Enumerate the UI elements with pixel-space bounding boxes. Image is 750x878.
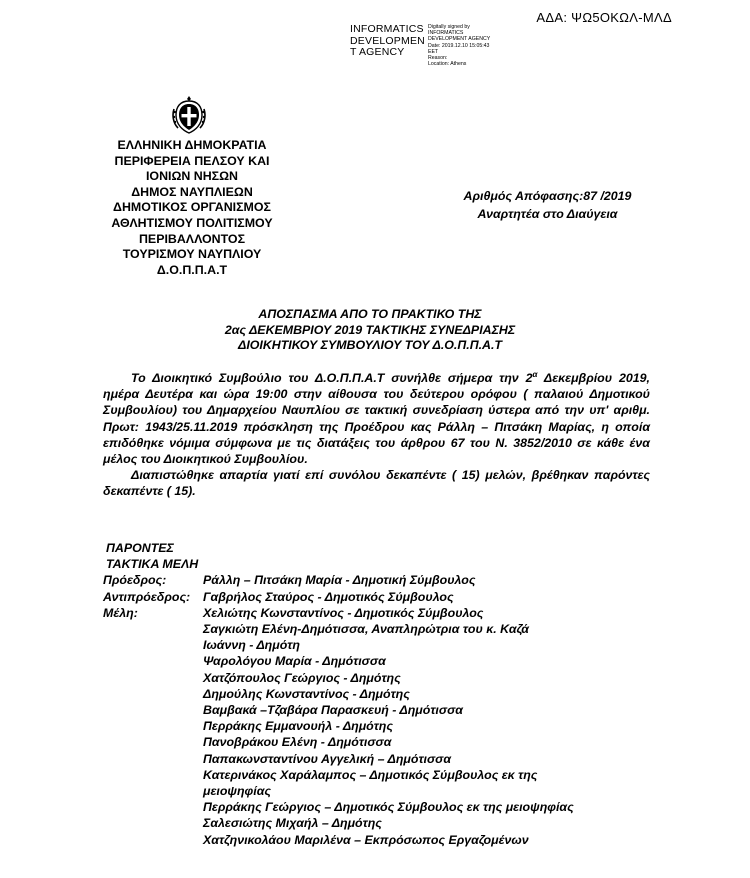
regular-members-heading: ΤΑΚΤΙΚΑ ΜΕΛΗ xyxy=(106,557,199,572)
signature-detail-line: Date: 2019.12.10 15:05:43 xyxy=(428,42,490,49)
paragraph-meeting-start: Το Διοικητικό Συμβούλιο του Δ.Ο.Π.Π.Α.Τ συνήλθε σήμερα την 2 xyxy=(131,371,533,385)
authority-line: ΙΟΝΙΩΝ ΝΗΣΩΝ xyxy=(145,169,238,184)
member-line: Χατζηνικολάου Μαριλένα – Εκπρόσωπος Εργαζομένων xyxy=(203,832,529,847)
member-list xyxy=(203,605,663,848)
decision-number: Αριθμός Απόφασης:87 /2019 xyxy=(463,189,632,203)
president-label: Πρόεδρος: xyxy=(103,573,167,588)
authority-line: ΠΕΡΙΦΕΡΕΙΑ ΠΕΛΣΟΥ ΚΑΙ xyxy=(114,153,270,168)
vice-president-label: Αντιπρόεδρος: xyxy=(103,589,191,604)
member-line: Ψαρολόγου Μαρία - Δημότισσα xyxy=(203,654,386,669)
document-body xyxy=(103,370,650,500)
authority-line: ΑΘΛΗΤΙΣΜΟΥ ΠΟΛΙΤΙΣΜΟΥ xyxy=(111,215,273,230)
member-line: Σαγκιώτη Ελένη-Δημότισσα, Αναπληρώτρια του κ. Καζά xyxy=(203,622,529,637)
member-line: Ιωάννη - Δημότη xyxy=(203,638,300,653)
signature-detail-line: EET xyxy=(428,48,439,55)
authority-line: ΠΕΡΙΒΑΛΛΟΝΤΟΣ xyxy=(138,231,246,246)
signature-detail-line: INFORMATICS xyxy=(428,30,464,37)
decision-info xyxy=(445,187,650,223)
title-line: ΔΙΟΙΚΗΤΙΚΟΥ ΣΥΜΒΟΥΛΙΟΥ ΤΟΥ Δ.Ο.Π.Π.Α.Τ xyxy=(238,338,502,352)
president-row xyxy=(103,572,663,588)
signature-agency xyxy=(350,23,425,59)
present-heading: ΠΑΡΟΝΤΕΣ xyxy=(106,541,174,555)
authority-line: ΔΗΜΟΤΙΚΟΣ ΟΡΓΑΝΙΣΜΟΣ xyxy=(113,200,271,215)
member-line: Περράκης Γεώργιος – Δημοτικός Σύμβουλος εκ της μειοψηφίας xyxy=(203,800,574,815)
signature-agency-line: T AGENCY xyxy=(350,46,405,58)
member-line: Βαμβακά –Τζαβάρα Παρασκευή - Δημότισσα xyxy=(203,703,463,718)
vice-president-row xyxy=(103,589,663,605)
ada-code: ΑΔΑ: ΨΩ5ΟΚΩΛ-ΜΛΔ xyxy=(536,10,672,25)
vice-president-name: Γαβρήλος Σταύρος - Δημοτικός Σύμβουλος xyxy=(203,589,454,604)
authority-line: Δ.Ο.Π.Π.Α.Τ xyxy=(156,262,228,277)
authority-line: ΔΗΜΟΣ ΝΑΥΠΛΙΕΩΝ xyxy=(131,184,253,199)
signature-detail-line: Location: Athens xyxy=(428,61,467,68)
issuing-authority xyxy=(92,138,292,278)
diavgeia-note: Αναρτητέα στο Διαύγεια xyxy=(477,207,618,221)
president-name: Ράλλη – Πιτσάκη Μαρία - Δημοτική Σύμβουλος xyxy=(203,573,476,588)
signature-agency-line: INFORMATICS xyxy=(350,23,424,35)
paragraph-meeting-rest: Δεκεμβρίου 2019, ημέρα Δευτέρα και ώρα 19:00 στην αίθουσα του δεύτερου ορόφου ( παλαιού Δημοτικού Συμβουλίου) του Δημαρχείου Ναυπλίου σε τακτική συνεδρίαση ύστερα από την υπ' αριθμ. Πρωτ: 1943/25.11.2019 πρόσκληση της Προέδρου κας Ράλλη – Πιτσάκη Μαρίας, η οποία επιδόθηκε νόμιμα σύμφωνα με τις διατάξεις του άρθρου 67 του Ν. 3852/2010 σε κάθε ένα μέλος του Διοικητικού Συμβουλίου. xyxy=(103,371,650,467)
signature-agency-line: DEVELOPMEN xyxy=(350,34,425,47)
paragraph-quorum: Διαπιστώθηκε απαρτία γιατί επί συνόλου δεκαπέντε ( 15) μελών, βρέθηκαν παρόντες δεκαπέντε ( 15). xyxy=(103,468,650,499)
member-line: Χατζόπουλος Γεώργιος - Δημότης xyxy=(203,670,401,685)
title-line: 2ας ΔΕΚΕΜΒΡΙΟΥ 2019 ΤΑΚΤΙΚΗΣ ΣΥΝΕΔΡΙΑΣΗΣ xyxy=(224,322,516,337)
member-line: Σαλεσιώτης Μιχαήλ – Δημότης xyxy=(203,816,382,831)
authority-line: ΕΛΛΗΝΙΚΗ ΔΗΜΟΚΡΑΤΙΑ xyxy=(117,138,267,152)
member-line: Παπακωνσταντίνου Αγγελική – Δημότισσα xyxy=(203,751,452,766)
member-line: Πανοβράκου Ελένη - Δημότισσα xyxy=(203,735,392,750)
member-line: μειοψηφίας xyxy=(203,784,271,799)
paragraph-meeting xyxy=(103,370,650,467)
document-title xyxy=(150,307,590,354)
signature-detail-line: Digitally signed by xyxy=(428,24,470,30)
member-line: Κατερινάκος Χαράλαμπος – Δημοτικός Σύμβουλος εκ της xyxy=(203,767,538,782)
ordinal-superscript: α xyxy=(532,369,538,379)
members-label: Μέλη: xyxy=(103,605,138,620)
authority-line: ΤΟΥΡΙΣΜΟΥ ΝΑΥΠΛΙΟΥ xyxy=(122,247,262,262)
signature-detail-line: DEVELOPMENT AGENCY xyxy=(428,36,491,43)
title-line: ΑΠΟΣΠΑΣΜΑ ΑΠΟ ΤΟ ΠΡΑΚΤΙΚΟ ΤΗΣ xyxy=(258,307,482,321)
member-line: Χελιώτης Κωνσταντίνος - Δημοτικός Σύμβουλος xyxy=(203,605,484,620)
signature-details xyxy=(428,24,508,67)
member-line: Δημούλης Κωνσταντίνος - Δημότης xyxy=(203,686,410,701)
signature-detail-line: Reason: xyxy=(428,55,448,62)
members-row xyxy=(103,605,663,848)
members-section xyxy=(103,540,663,848)
member-line: Περράκης Εμμανουήλ - Δημότης xyxy=(203,719,393,734)
greek-emblem-icon xyxy=(170,95,208,135)
